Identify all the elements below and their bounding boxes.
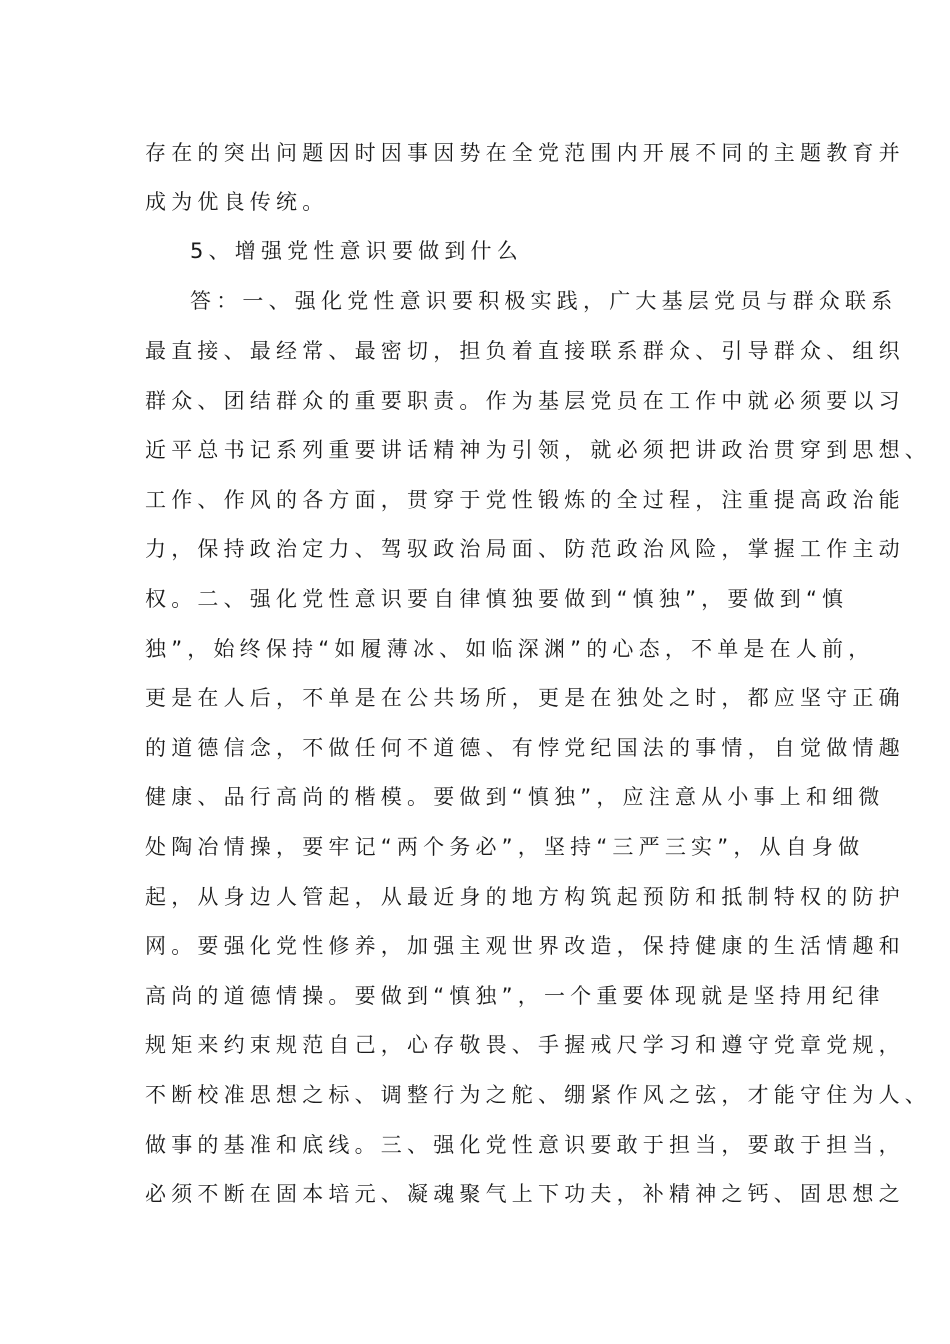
paragraph-line: 处陶冶情操，要牢记“两个务必”，坚持“三严三实”，从自身做 <box>145 835 865 859</box>
paragraph-line: 工作、作风的各方面，贯穿于党性锻炼的全过程，注重提高政治能 <box>145 488 905 512</box>
paragraph-line: 健康、品行高尚的楷模。要做到“慎独”，应注意从小事上和细微 <box>145 785 885 809</box>
paragraph-line: 权。二、强化党性意识要自律慎独要做到“慎独”，要做到“慎 <box>145 587 849 611</box>
paragraph-line: 成为优良传统。 <box>145 190 329 214</box>
paragraph-line: 高尚的道德情操。要做到“慎独”，一个重要体现就是坚持用纪律 <box>145 984 885 1008</box>
paragraph-line: 独”，始终保持“如履薄冰、如临深渊”的心态，不单是在人前， <box>145 637 875 661</box>
paragraph-line: 最直接、最经常、最密切，担负着直接联系群众、引导群众、组织 <box>145 339 905 363</box>
paragraph-line: 规矩来约束规范自己，心存敬畏、手握戒尺学习和遵守党章党规， <box>145 1033 905 1057</box>
paragraph-line: 做事的基准和底线。三、强化党性意识要敢于担当，要敢于担当， <box>145 1133 905 1157</box>
question-heading: 5、增强党性意识要做到什么 <box>190 239 523 263</box>
paragraph-line: 答：一、强化党性意识要积极实践，广大基层党员与群众联系 <box>190 289 898 313</box>
paragraph-line: 必须不断在固本培元、凝魂聚气上下功夫，补精神之钙、固思想之 <box>145 1182 905 1206</box>
paragraph-line: 的道德信念，不做任何不道德、有悖党纪国法的事情，自觉做情趣 <box>145 736 905 760</box>
paragraph-line: 更是在人后，不单是在公共场所，更是在独处之时，都应坚守正确 <box>145 686 905 710</box>
paragraph-line: 网。要强化党性修养，加强主观世界改造，保持健康的生活情趣和 <box>145 934 905 958</box>
paragraph-line: 起，从身边人管起，从最近身的地方构筑起预防和抵制特权的防护 <box>145 885 905 909</box>
paragraph-line: 近平总书记系列重要讲话精神为引领，就必须把讲政治贯穿到思想、 <box>145 438 931 462</box>
paragraph-line: 力，保持政治定力、驾驭政治局面、防范政治风险，掌握工作主动 <box>145 537 905 561</box>
paragraph-line: 群众、团结群众的重要职责。作为基层党员在工作中就必须要以习 <box>145 389 905 413</box>
paragraph-line: 存在的突出问题因时因事因势在全党范围内开展不同的主题教育并 <box>145 141 905 165</box>
paragraph-line: 不断校准思想之标、调整行为之舵、绷紧作风之弦，才能守住为人、 <box>145 1083 931 1107</box>
